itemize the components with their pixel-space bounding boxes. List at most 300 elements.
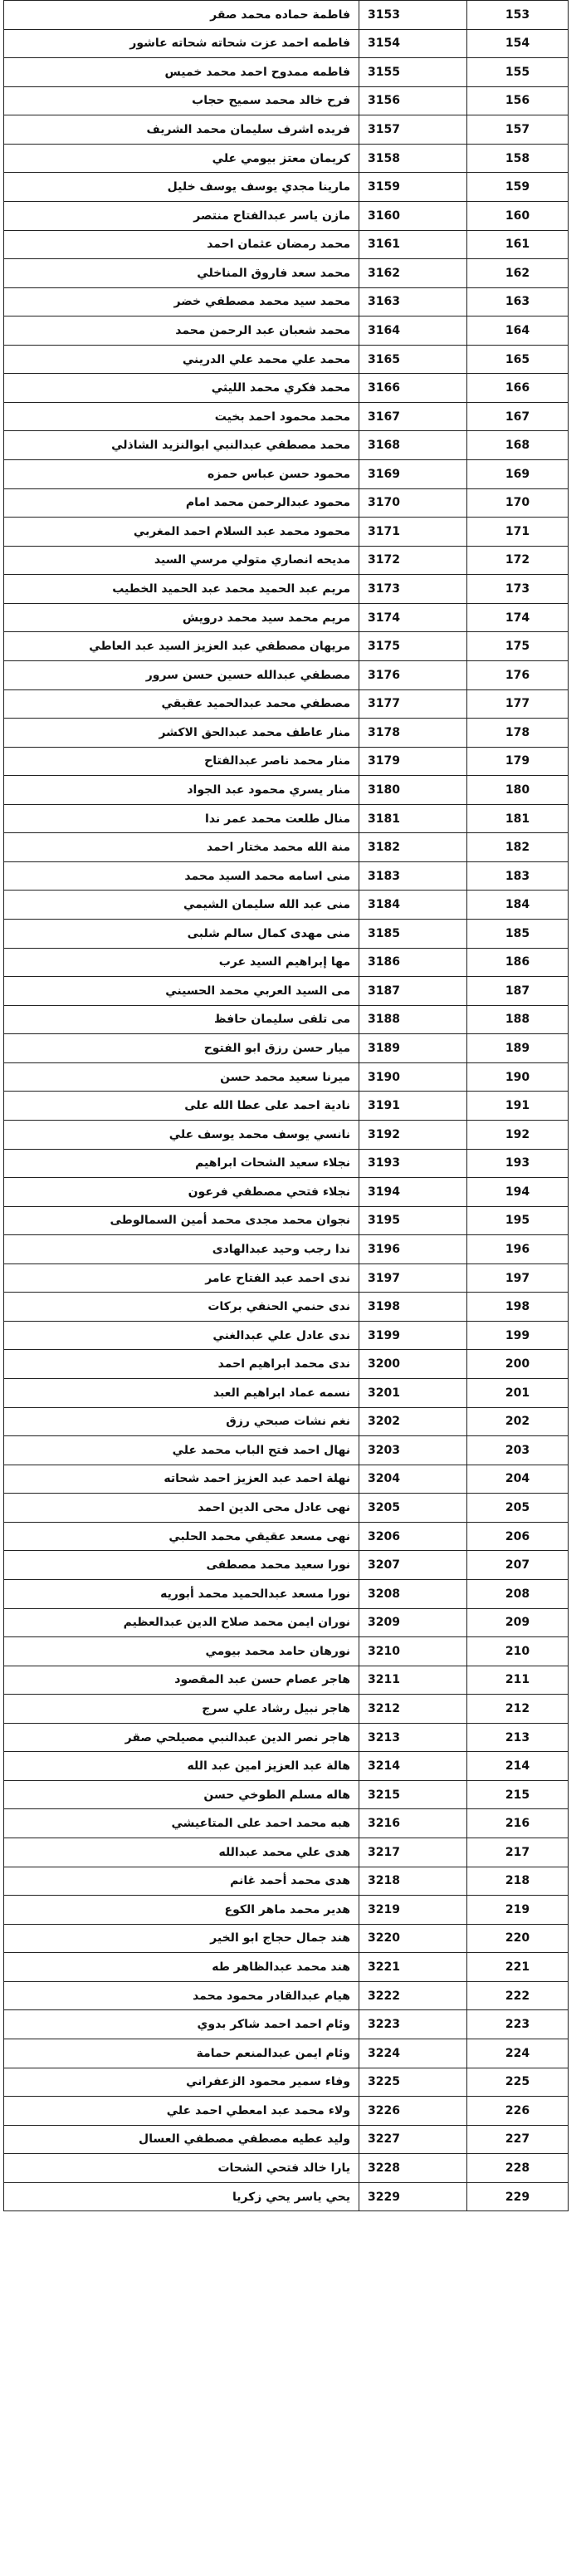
serial-number-cell: 212 bbox=[467, 1695, 569, 1724]
table-row bbox=[4, 861, 569, 891]
table-row bbox=[4, 2182, 569, 2211]
seat-number-cell: 3190 bbox=[359, 1062, 467, 1092]
table-row bbox=[4, 603, 569, 632]
seat-number-cell: 3180 bbox=[359, 776, 467, 805]
student-name-cell: نورا مسعد عبدالحميد محمد أبوريه bbox=[4, 1579, 359, 1608]
table-row bbox=[4, 2125, 569, 2154]
serial-number-cell: 202 bbox=[467, 1407, 569, 1436]
seat-number-cell: 3169 bbox=[359, 460, 467, 489]
student-name-cell: هدى محمد أحمد غانم bbox=[4, 1867, 359, 1896]
seat-number-cell: 3167 bbox=[359, 402, 467, 431]
table-row bbox=[4, 58, 569, 87]
serial-number-cell: 176 bbox=[467, 660, 569, 689]
table-row bbox=[4, 1838, 569, 1867]
student-name-cell: محمود حسن عباس حمزه bbox=[4, 460, 359, 489]
table-row bbox=[4, 833, 569, 862]
student-name-cell: محمد محمود احمد بخيت bbox=[4, 402, 359, 431]
student-name-cell: نهى عادل محى الدين احمد bbox=[4, 1494, 359, 1523]
seat-number-cell: 3218 bbox=[359, 1867, 467, 1896]
student-name-cell: هيام عبدالقادر محمود محمد bbox=[4, 1981, 359, 2010]
seat-number-cell: 3178 bbox=[359, 719, 467, 748]
table-row bbox=[4, 2068, 569, 2097]
seat-number-cell: 3205 bbox=[359, 1494, 467, 1523]
seat-number-cell: 3220 bbox=[359, 1924, 467, 1953]
table-row bbox=[4, 144, 569, 173]
student-name-cell: منار يسري محمود عبد الجواد bbox=[4, 776, 359, 805]
table-row bbox=[4, 115, 569, 145]
seat-number-cell: 3188 bbox=[359, 1005, 467, 1034]
serial-number-cell: 229 bbox=[467, 2182, 569, 2211]
seat-number-cell: 3206 bbox=[359, 1522, 467, 1551]
serial-number-cell: 156 bbox=[467, 86, 569, 115]
table-row bbox=[4, 1666, 569, 1695]
student-name-cell: ميار حسن رزق ابو الفتوح bbox=[4, 1034, 359, 1063]
serial-number-cell: 211 bbox=[467, 1666, 569, 1695]
seat-number-cell: 3187 bbox=[359, 977, 467, 1006]
table-row bbox=[4, 1379, 569, 1408]
table-row bbox=[4, 1896, 569, 1925]
serial-number-cell: 178 bbox=[467, 719, 569, 748]
serial-number-cell: 167 bbox=[467, 402, 569, 431]
serial-number-cell: 186 bbox=[467, 948, 569, 977]
serial-number-cell: 169 bbox=[467, 460, 569, 489]
table-row bbox=[4, 1809, 569, 1838]
serial-number-cell: 200 bbox=[467, 1350, 569, 1379]
table-row bbox=[4, 287, 569, 316]
student-name-cell: محمد رمضان عثمان احمد bbox=[4, 230, 359, 259]
student-name-cell: محمد علي محمد علي الدريني bbox=[4, 345, 359, 374]
serial-number-cell: 172 bbox=[467, 546, 569, 575]
seat-number-cell: 3209 bbox=[359, 1608, 467, 1637]
table-row bbox=[4, 460, 569, 489]
serial-number-cell: 228 bbox=[467, 2154, 569, 2183]
seat-number-cell: 3223 bbox=[359, 2010, 467, 2039]
student-name-cell: منى مهدى كمال سالم شلبى bbox=[4, 920, 359, 949]
seat-number-cell: 3192 bbox=[359, 1120, 467, 1149]
seat-number-cell: 3156 bbox=[359, 86, 467, 115]
student-name-cell: منال طلعت محمد عمر ندا bbox=[4, 804, 359, 833]
student-name-cell: محمد سيد محمد مصطفي خضر bbox=[4, 287, 359, 316]
table-row bbox=[4, 1953, 569, 1982]
student-name-cell: هاجر عصام حسن عبد المقصود bbox=[4, 1666, 359, 1695]
student-name-cell: نهلة احمد عبد العزيز احمد شحاته bbox=[4, 1465, 359, 1494]
serial-number-cell: 203 bbox=[467, 1436, 569, 1465]
serial-number-cell: 189 bbox=[467, 1034, 569, 1063]
student-name-cell: محمود محمد عبد السلام احمد المغربي bbox=[4, 518, 359, 547]
student-name-cell: منى اسامه محمد السيد محمد bbox=[4, 861, 359, 891]
student-name-cell: محمد شعبان عبد الرحمن محمد bbox=[4, 316, 359, 346]
table-row bbox=[4, 1436, 569, 1465]
serial-number-cell: 213 bbox=[467, 1723, 569, 1752]
student-name-cell: منى عبد الله سليمان الشيمي bbox=[4, 891, 359, 920]
serial-number-cell: 220 bbox=[467, 1924, 569, 1953]
table-row bbox=[4, 1695, 569, 1724]
serial-number-cell: 154 bbox=[467, 29, 569, 58]
serial-number-cell: 163 bbox=[467, 287, 569, 316]
serial-number-cell: 164 bbox=[467, 316, 569, 346]
serial-number-cell: 157 bbox=[467, 115, 569, 145]
serial-number-cell: 192 bbox=[467, 1120, 569, 1149]
table-row bbox=[4, 374, 569, 403]
serial-number-cell: 219 bbox=[467, 1896, 569, 1925]
table-row bbox=[4, 1637, 569, 1666]
table-row bbox=[4, 2010, 569, 2039]
table-row bbox=[4, 1407, 569, 1436]
table-row bbox=[4, 2154, 569, 2183]
student-name-cell: ندى محمد ابراهيم احمد bbox=[4, 1350, 359, 1379]
student-name-cell: مديحه انصاري متولي مرسي السيد bbox=[4, 546, 359, 575]
table-row bbox=[4, 575, 569, 604]
table-row bbox=[4, 230, 569, 259]
table-row bbox=[4, 518, 569, 547]
student-name-cell: نجلاء فتحي مصطفي فرعون bbox=[4, 1178, 359, 1207]
seat-number-cell: 3172 bbox=[359, 546, 467, 575]
table-row bbox=[4, 1494, 569, 1523]
table-row bbox=[4, 1579, 569, 1608]
seat-number-cell: 3168 bbox=[359, 431, 467, 460]
serial-number-cell: 226 bbox=[467, 2097, 569, 2126]
serial-number-cell: 173 bbox=[467, 575, 569, 604]
seat-number-cell: 3224 bbox=[359, 2039, 467, 2068]
student-name-cell: مريم محمد سيد محمد درويش bbox=[4, 603, 359, 632]
serial-number-cell: 197 bbox=[467, 1263, 569, 1293]
student-name-cell: وليد عطيه مصطفي مصطفي العسال bbox=[4, 2125, 359, 2154]
serial-number-cell: 183 bbox=[467, 861, 569, 891]
serial-number-cell: 161 bbox=[467, 230, 569, 259]
serial-number-cell: 184 bbox=[467, 891, 569, 920]
student-name-cell: مى تلفى سليمان حافظ bbox=[4, 1005, 359, 1034]
seat-number-cell: 3221 bbox=[359, 1953, 467, 1982]
seat-number-cell: 3199 bbox=[359, 1321, 467, 1350]
serial-number-cell: 207 bbox=[467, 1551, 569, 1580]
seat-number-cell: 3162 bbox=[359, 259, 467, 288]
seat-number-cell: 3164 bbox=[359, 316, 467, 346]
student-name-cell: محمود عبدالرحمن محمد امام bbox=[4, 488, 359, 518]
seat-number-cell: 3158 bbox=[359, 144, 467, 173]
table-row bbox=[4, 1263, 569, 1293]
student-name-cell: هاجر نبيل رشاد علي سرج bbox=[4, 1695, 359, 1724]
roster-table-body bbox=[4, 1, 569, 2211]
serial-number-cell: 177 bbox=[467, 689, 569, 719]
student-name-cell: ندى عادل علي عبدالغني bbox=[4, 1321, 359, 1350]
seat-number-cell: 3179 bbox=[359, 747, 467, 776]
seat-number-cell: 3161 bbox=[359, 230, 467, 259]
table-row bbox=[4, 1522, 569, 1551]
student-name-cell: نهال احمد فتح الباب محمد علي bbox=[4, 1436, 359, 1465]
student-name-cell: نورا سعيد محمد مصطفى bbox=[4, 1551, 359, 1580]
table-row bbox=[4, 1, 569, 30]
student-name-cell: كريمان معتز بيومي علي bbox=[4, 144, 359, 173]
table-row bbox=[4, 948, 569, 977]
student-name-cell: محمد سعد فاروق المناخلي bbox=[4, 259, 359, 288]
seat-number-cell: 3195 bbox=[359, 1206, 467, 1235]
serial-number-cell: 208 bbox=[467, 1579, 569, 1608]
table-row bbox=[4, 920, 569, 949]
seat-number-cell: 3165 bbox=[359, 345, 467, 374]
serial-number-cell: 158 bbox=[467, 144, 569, 173]
serial-number-cell: 191 bbox=[467, 1092, 569, 1121]
seat-number-cell: 3166 bbox=[359, 374, 467, 403]
seat-number-cell: 3197 bbox=[359, 1263, 467, 1293]
table-row bbox=[4, 689, 569, 719]
table-row bbox=[4, 1235, 569, 1264]
serial-number-cell: 170 bbox=[467, 488, 569, 518]
seat-number-cell: 3154 bbox=[359, 29, 467, 58]
table-row bbox=[4, 546, 569, 575]
seat-number-cell: 3203 bbox=[359, 1436, 467, 1465]
seat-number-cell: 3198 bbox=[359, 1293, 467, 1322]
student-name-cell: نغم نشات صبحي رزق bbox=[4, 1407, 359, 1436]
table-row bbox=[4, 1551, 569, 1580]
student-name-cell: منار عاطف محمد عبدالحق الاكشر bbox=[4, 719, 359, 748]
table-row bbox=[4, 1206, 569, 1235]
student-name-cell: يحي ياسر يحي زكريا bbox=[4, 2182, 359, 2211]
table-row bbox=[4, 1092, 569, 1121]
student-name-cell: هدى علي محمد عبدالله bbox=[4, 1838, 359, 1867]
table-row bbox=[4, 2039, 569, 2068]
table-row bbox=[4, 1752, 569, 1781]
table-row bbox=[4, 345, 569, 374]
serial-number-cell: 225 bbox=[467, 2068, 569, 2097]
table-row bbox=[4, 1293, 569, 1322]
student-name-cell: هاله مسلم الطوخي حسن bbox=[4, 1780, 359, 1809]
student-name-cell: هبه محمد احمد على المتاعيشي bbox=[4, 1809, 359, 1838]
serial-number-cell: 201 bbox=[467, 1379, 569, 1408]
serial-number-cell: 182 bbox=[467, 833, 569, 862]
serial-number-cell: 224 bbox=[467, 2039, 569, 2068]
student-name-cell: مها إبراهيم السيد عرب bbox=[4, 948, 359, 977]
serial-number-cell: 153 bbox=[467, 1, 569, 30]
table-row bbox=[4, 660, 569, 689]
student-name-cell: فاطمه احمد عزت شحاته شحاته عاشور bbox=[4, 29, 359, 58]
seat-number-cell: 3214 bbox=[359, 1752, 467, 1781]
seat-number-cell: 3202 bbox=[359, 1407, 467, 1436]
table-row bbox=[4, 719, 569, 748]
seat-number-cell: 3213 bbox=[359, 1723, 467, 1752]
student-name-cell: نورهان حامد محمد بيومي bbox=[4, 1637, 359, 1666]
table-row bbox=[4, 2097, 569, 2126]
seat-number-cell: 3200 bbox=[359, 1350, 467, 1379]
student-name-cell: نانسي يوسف محمد يوسف علي bbox=[4, 1120, 359, 1149]
table-row bbox=[4, 1005, 569, 1034]
serial-number-cell: 204 bbox=[467, 1465, 569, 1494]
serial-number-cell: 214 bbox=[467, 1752, 569, 1781]
seat-number-cell: 3183 bbox=[359, 861, 467, 891]
serial-number-cell: 210 bbox=[467, 1637, 569, 1666]
serial-number-cell: 196 bbox=[467, 1235, 569, 1264]
seat-number-cell: 3175 bbox=[359, 632, 467, 661]
seat-number-cell: 3208 bbox=[359, 1579, 467, 1608]
table-row bbox=[4, 804, 569, 833]
student-name-cell: وئام ايمن عبدالمنعم حمامة bbox=[4, 2039, 359, 2068]
student-name-cell: ندا رجب وحيد عبدالهادى bbox=[4, 1235, 359, 1264]
serial-number-cell: 216 bbox=[467, 1809, 569, 1838]
serial-number-cell: 165 bbox=[467, 345, 569, 374]
table-row bbox=[4, 891, 569, 920]
seat-number-cell: 3204 bbox=[359, 1465, 467, 1494]
seat-number-cell: 3219 bbox=[359, 1896, 467, 1925]
seat-number-cell: 3174 bbox=[359, 603, 467, 632]
seat-number-cell: 3163 bbox=[359, 287, 467, 316]
serial-number-cell: 162 bbox=[467, 259, 569, 288]
student-name-cell: نوران ايمن محمد صلاح الدين عبدالعظيم bbox=[4, 1608, 359, 1637]
student-name-cell: نادية احمد على عطا الله على bbox=[4, 1092, 359, 1121]
table-row bbox=[4, 977, 569, 1006]
table-row bbox=[4, 1723, 569, 1752]
serial-number-cell: 155 bbox=[467, 58, 569, 87]
student-name-cell: منار محمد ناصر عبدالفتاح bbox=[4, 747, 359, 776]
seat-number-cell: 3226 bbox=[359, 2097, 467, 2126]
serial-number-cell: 168 bbox=[467, 431, 569, 460]
serial-number-cell: 221 bbox=[467, 1953, 569, 1982]
table-row bbox=[4, 1321, 569, 1350]
serial-number-cell: 160 bbox=[467, 201, 569, 230]
student-name-cell: نجلاء سعيد الشحات ابراهيم bbox=[4, 1149, 359, 1178]
serial-number-cell: 217 bbox=[467, 1838, 569, 1867]
student-name-cell: مارينا مجدي يوسف يوسف خليل bbox=[4, 173, 359, 202]
serial-number-cell: 218 bbox=[467, 1867, 569, 1896]
seat-number-cell: 3171 bbox=[359, 518, 467, 547]
student-name-cell: محمد مصطفي عبدالنبي ابوالنزيد الشاذلي bbox=[4, 431, 359, 460]
serial-number-cell: 166 bbox=[467, 374, 569, 403]
student-name-cell: منة الله محمد مختار احمد bbox=[4, 833, 359, 862]
serial-number-cell: 181 bbox=[467, 804, 569, 833]
serial-number-cell: 215 bbox=[467, 1780, 569, 1809]
seat-number-cell: 3225 bbox=[359, 2068, 467, 2097]
student-name-cell: فريده اشرف سليمان محمد الشريف bbox=[4, 115, 359, 145]
table-row bbox=[4, 1981, 569, 2010]
seat-number-cell: 3186 bbox=[359, 948, 467, 977]
table-row bbox=[4, 488, 569, 518]
table-row bbox=[4, 1034, 569, 1063]
student-name-cell: ندى حنمي الحنفي بركات bbox=[4, 1293, 359, 1322]
seat-number-cell: 3176 bbox=[359, 660, 467, 689]
student-name-cell: مريم عبد الحميد محمد عبد الحميد الخطيب bbox=[4, 575, 359, 604]
student-name-cell: نسمه عماد ابراهيم العبد bbox=[4, 1379, 359, 1408]
seat-number-cell: 3177 bbox=[359, 689, 467, 719]
table-row bbox=[4, 776, 569, 805]
seat-number-cell: 3212 bbox=[359, 1695, 467, 1724]
table-row bbox=[4, 201, 569, 230]
seat-number-cell: 3229 bbox=[359, 2182, 467, 2211]
seat-number-cell: 3153 bbox=[359, 1, 467, 30]
table-row bbox=[4, 1178, 569, 1207]
student-name-cell: ميرنا سعيد محمد حسن bbox=[4, 1062, 359, 1092]
student-name-cell: فرح خالد محمد سميح حجاب bbox=[4, 86, 359, 115]
roster-table bbox=[3, 0, 569, 2211]
seat-number-cell: 3159 bbox=[359, 173, 467, 202]
serial-number-cell: 179 bbox=[467, 747, 569, 776]
seat-number-cell: 3227 bbox=[359, 2125, 467, 2154]
table-row bbox=[4, 173, 569, 202]
serial-number-cell: 188 bbox=[467, 1005, 569, 1034]
student-name-cell: هند جمال حجاج ابو الخير bbox=[4, 1924, 359, 1953]
seat-number-cell: 3173 bbox=[359, 575, 467, 604]
seat-number-cell: 3211 bbox=[359, 1666, 467, 1695]
serial-number-cell: 209 bbox=[467, 1608, 569, 1637]
student-name-cell: وفاء سمير محمود الزعفراني bbox=[4, 2068, 359, 2097]
table-row bbox=[4, 402, 569, 431]
student-name-cell: فاطمة حماده محمد صقر bbox=[4, 1, 359, 30]
seat-number-cell: 3207 bbox=[359, 1551, 467, 1580]
student-name-cell: وئام احمد احمد شاكر بدوي bbox=[4, 2010, 359, 2039]
student-name-cell: مصطفي عبدالله حسين حسن سرور bbox=[4, 660, 359, 689]
serial-number-cell: 180 bbox=[467, 776, 569, 805]
student-name-cell: مريهان مصطفي عبد العزيز السيد عبد العاطي bbox=[4, 632, 359, 661]
serial-number-cell: 159 bbox=[467, 173, 569, 202]
serial-number-cell: 171 bbox=[467, 518, 569, 547]
seat-number-cell: 3160 bbox=[359, 201, 467, 230]
seat-number-cell: 3215 bbox=[359, 1780, 467, 1809]
student-name-cell: نجوان محمد مجدى محمد أمين السمالوطى bbox=[4, 1206, 359, 1235]
seat-number-cell: 3194 bbox=[359, 1178, 467, 1207]
table-row bbox=[4, 431, 569, 460]
table-row bbox=[4, 1780, 569, 1809]
seat-number-cell: 3181 bbox=[359, 804, 467, 833]
serial-number-cell: 174 bbox=[467, 603, 569, 632]
student-name-cell: يارا خالد فتحي الشحات bbox=[4, 2154, 359, 2183]
serial-number-cell: 190 bbox=[467, 1062, 569, 1092]
serial-number-cell: 198 bbox=[467, 1293, 569, 1322]
serial-number-cell: 195 bbox=[467, 1206, 569, 1235]
serial-number-cell: 194 bbox=[467, 1178, 569, 1207]
seat-number-cell: 3216 bbox=[359, 1809, 467, 1838]
serial-number-cell: 199 bbox=[467, 1321, 569, 1350]
student-name-cell: مصطفي محمد عبدالحميد عقيقي bbox=[4, 689, 359, 719]
seat-number-cell: 3228 bbox=[359, 2154, 467, 2183]
student-name-cell: ندى احمد عبد الفتاح عامر bbox=[4, 1263, 359, 1293]
serial-number-cell: 206 bbox=[467, 1522, 569, 1551]
serial-number-cell: 223 bbox=[467, 2010, 569, 2039]
seat-number-cell: 3196 bbox=[359, 1235, 467, 1264]
seat-number-cell: 3191 bbox=[359, 1092, 467, 1121]
seat-number-cell: 3201 bbox=[359, 1379, 467, 1408]
student-name-cell: هند محمد عبدالظاهر طه bbox=[4, 1953, 359, 1982]
serial-number-cell: 175 bbox=[467, 632, 569, 661]
student-name-cell: ولاء محمد عبد امعطي احمد علي bbox=[4, 2097, 359, 2126]
seat-number-cell: 3222 bbox=[359, 1981, 467, 2010]
table-row bbox=[4, 1120, 569, 1149]
table-row bbox=[4, 1608, 569, 1637]
serial-number-cell: 187 bbox=[467, 977, 569, 1006]
seat-number-cell: 3185 bbox=[359, 920, 467, 949]
seat-number-cell: 3193 bbox=[359, 1149, 467, 1178]
student-name-cell: محمد فكري محمد الليثي bbox=[4, 374, 359, 403]
table-row bbox=[4, 747, 569, 776]
table-row bbox=[4, 1350, 569, 1379]
seat-number-cell: 3155 bbox=[359, 58, 467, 87]
table-row bbox=[4, 86, 569, 115]
student-name-cell: مازن ياسر عبدالفتاح منتصر bbox=[4, 201, 359, 230]
serial-number-cell: 227 bbox=[467, 2125, 569, 2154]
serial-number-cell: 205 bbox=[467, 1494, 569, 1523]
table-row bbox=[4, 1062, 569, 1092]
table-row bbox=[4, 632, 569, 661]
student-name-cell: هدير محمد ماهر الكوع bbox=[4, 1896, 359, 1925]
table-row bbox=[4, 1924, 569, 1953]
table-row bbox=[4, 1149, 569, 1178]
table-row bbox=[4, 1465, 569, 1494]
table-row bbox=[4, 316, 569, 346]
serial-number-cell: 222 bbox=[467, 1981, 569, 2010]
student-name-cell: هاجر نصر الدين عبدالنبي مصيلحي صقر bbox=[4, 1723, 359, 1752]
student-name-cell: هالة عبد العزيز امين عبد الله bbox=[4, 1752, 359, 1781]
table-row bbox=[4, 259, 569, 288]
student-name-cell: فاطمه ممدوح احمد محمد خميس bbox=[4, 58, 359, 87]
serial-number-cell: 185 bbox=[467, 920, 569, 949]
student-name-cell: نهى مسعد عقيقي محمد الحلبي bbox=[4, 1522, 359, 1551]
serial-number-cell: 193 bbox=[467, 1149, 569, 1178]
